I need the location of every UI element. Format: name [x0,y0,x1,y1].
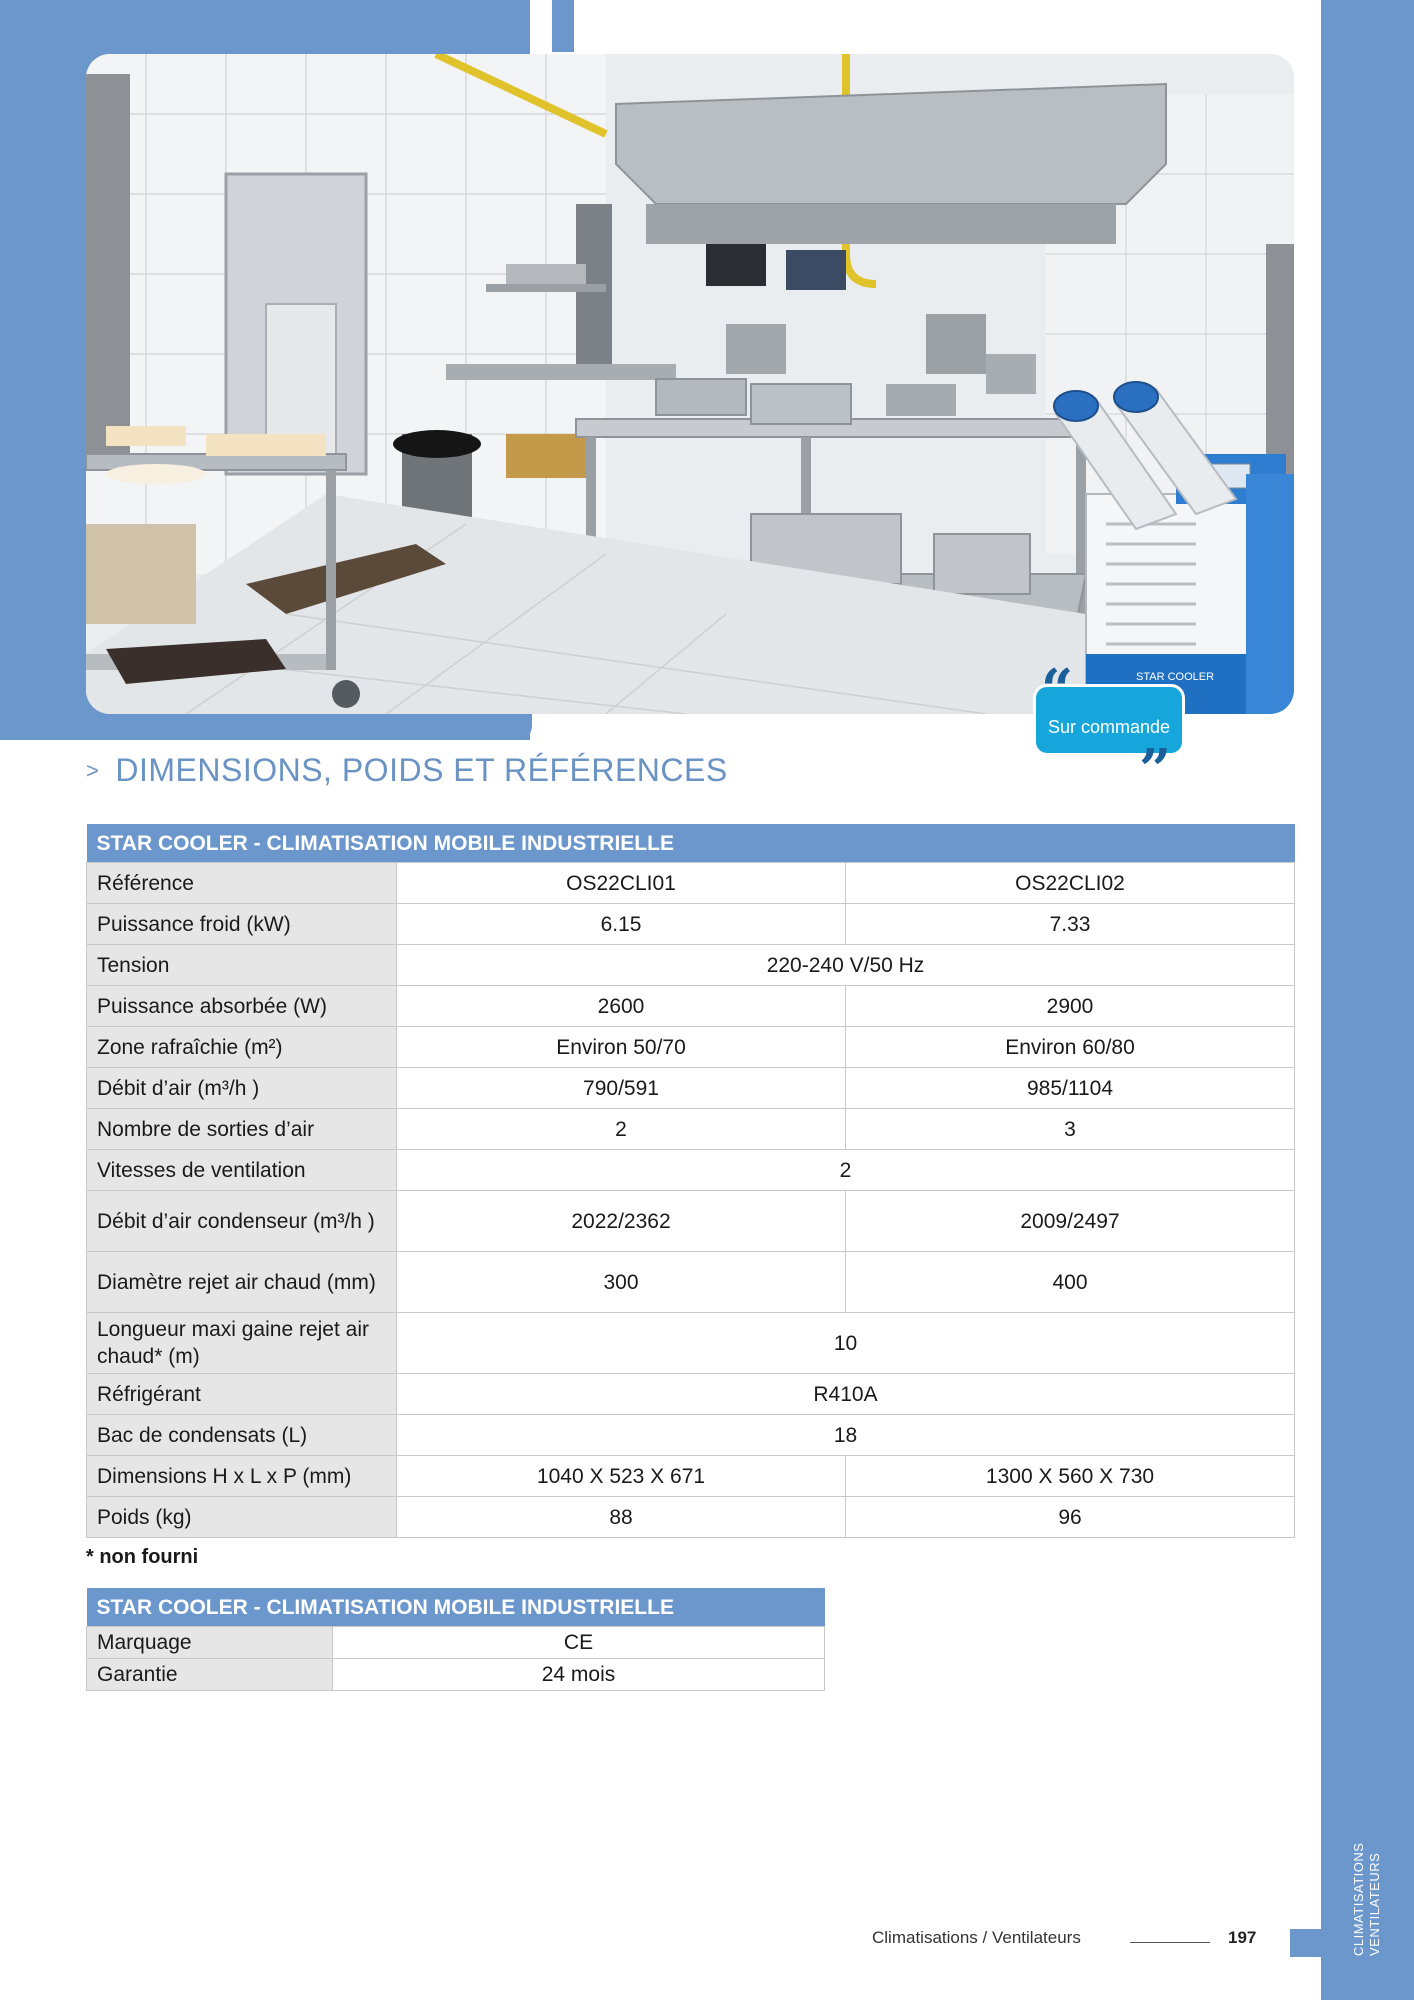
cell-model-1: 790/591 [397,1068,846,1109]
row-label: Bac de condensats (L) [87,1415,397,1456]
badge-label: Sur commande [1047,717,1171,737]
specs-table [86,824,1295,1538]
cell-merged: 2 [397,1150,1295,1191]
cell-model-2: Environ 60/80 [846,1027,1295,1068]
table-row [87,1252,1295,1313]
table-header-row [87,824,1295,863]
table-row [87,1659,825,1691]
page-tab [1290,1929,1330,1957]
certification-table [86,1588,825,1691]
footnote: * non fourni [86,1546,199,1568]
chevron-right-icon: > [86,758,100,783]
row-label: Marquage [87,1627,333,1659]
row-label: Puissance absorbée (W) [87,986,397,1027]
row-label: Nombre de sorties d’air [87,1109,397,1150]
cell-merged: R410A [397,1374,1295,1415]
cell-model-2: 2900 [846,986,1295,1027]
table-row [87,986,1295,1027]
row-value: CE [333,1627,825,1659]
row-label: Débit d’air condenseur (m³/h ) [87,1191,397,1252]
row-label: Vitesses de ventilation [87,1150,397,1191]
table-row [87,1374,1295,1415]
table-row [87,904,1295,945]
white-notch [530,0,552,52]
table-row [87,1150,1295,1191]
row-label: Poids (kg) [87,1497,397,1538]
footer-divider [1130,1942,1210,1943]
cell-model-2: OS22CLI02 [846,863,1295,904]
section-title-text: DIMENSIONS, POIDS ET RÉFÉRENCES [115,752,728,788]
row-value: 24 mois [333,1659,825,1691]
side-label-line2: VENTILATEURS [1367,1852,1382,1956]
table-header-row [87,1588,825,1627]
cell-model-2: 400 [846,1252,1295,1313]
table-title: STAR COOLER - CLIMATISATION MOBILE INDUSTRIELLE [87,824,1295,863]
cell-model-1: 2 [397,1109,846,1150]
row-label: Réfrigérant [87,1374,397,1415]
cell-model-2: 96 [846,1497,1295,1538]
blue-top-strip [552,0,574,52]
cell-model-1: 2600 [397,986,846,1027]
table-row [87,1191,1295,1252]
row-label: Puissance froid (kW) [87,904,397,945]
cell-model-1: 300 [397,1252,846,1313]
cell-model-2: 7.33 [846,904,1295,945]
blue-photo-base [0,714,532,740]
cell-merged: 220-240 V/50 Hz [397,945,1295,986]
quote-close-icon: ” [1139,737,1172,803]
row-label: Tension [87,945,397,986]
row-label: Longueur maxi gaine rejet air chaud* (m) [87,1313,397,1374]
table-row [87,1068,1295,1109]
kitchen-photo [86,54,1294,714]
table-row [87,945,1295,986]
unit-brand-label: STAR COOLER [1136,671,1215,683]
footer-section-name: Climatisations / Ventilateurs [872,1928,1081,1947]
cell-merged: 10 [397,1313,1295,1374]
row-label: Dimensions H x L x P (mm) [87,1456,397,1497]
side-section-label [1344,1836,1390,1956]
right-margin-band [1321,0,1414,2000]
table-row [87,1456,1295,1497]
table-row [87,1415,1295,1456]
row-label: Diamètre rejet air chaud (mm) [87,1252,397,1313]
cell-model-1: Environ 50/70 [397,1027,846,1068]
cell-model-1: 1040 X 523 X 671 [397,1456,846,1497]
table-row [87,1109,1295,1150]
cell-model-1: OS22CLI01 [397,863,846,904]
cell-model-1: 88 [397,1497,846,1538]
cell-model-1: 2022/2362 [397,1191,846,1252]
page-number: 197 [1228,1928,1257,1947]
row-label: Référence [87,863,397,904]
row-label: Débit d’air (m³/h ) [87,1068,397,1109]
row-label: Zone rafraîchie (m²) [87,1027,397,1068]
quote-open-icon: “ [1041,657,1074,723]
table-row [87,863,1295,904]
side-label-line1: CLIMATISATIONS [1351,1842,1366,1956]
row-label: Garantie [87,1659,333,1691]
table-row [87,1497,1295,1538]
cell-model-2: 1300 X 560 X 730 [846,1456,1295,1497]
cell-merged: 18 [397,1415,1295,1456]
table-row [87,1313,1295,1374]
cell-model-2: 3 [846,1109,1295,1150]
table-row [87,1627,825,1659]
table-row [87,1027,1295,1068]
cell-model-2: 985/1104 [846,1068,1295,1109]
section-heading [86,752,728,792]
cell-model-2: 2009/2497 [846,1191,1295,1252]
table-title: STAR COOLER - CLIMATISATION MOBILE INDUSTRIELLE [87,1588,825,1627]
cell-model-1: 6.15 [397,904,846,945]
